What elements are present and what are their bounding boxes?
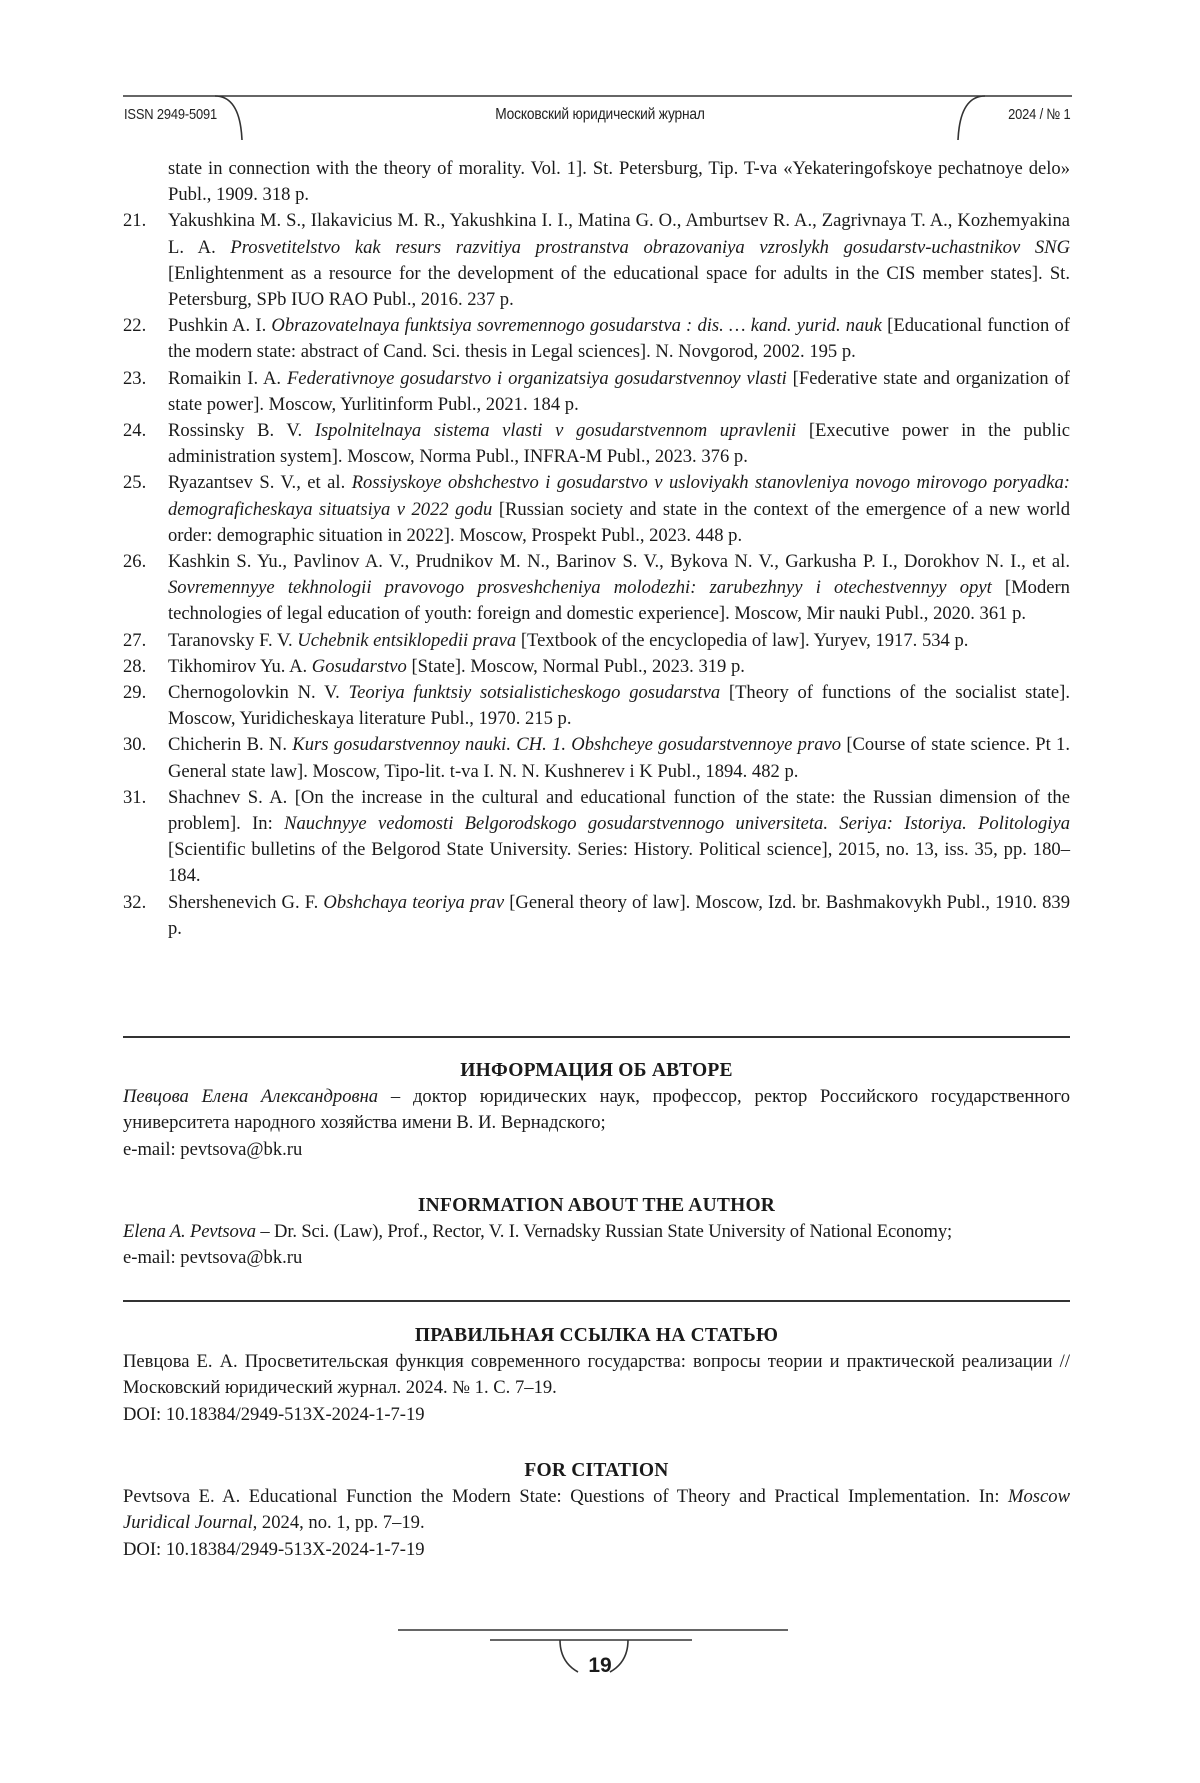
citation-en — [123, 1458, 1070, 1563]
reference-text: [Enlightenment as a resource for the development of the educational space for adults in the CIS member states]. St. Petersburg, SPb IUO RAO Publ., 2016. 237 p. — [168, 262, 1070, 311]
reference-text: [Modern technologies of legal education of youth: foreign and domestic experience]. Moscow, Mir nauki Publ., 2020. 361 p. — [168, 577, 1070, 625]
reference-number: 23. — [123, 367, 147, 389]
author-name-en: Elena A. Pevtsova — [123, 1221, 256, 1243]
reference-text: [Educational function of the modern state: abstract of Cand. Sci. thesis in Legal sciences]. N. Novgorod, 2002. 195 p. — [168, 315, 1070, 363]
reference-item — [123, 549, 1070, 628]
reference-item — [123, 628, 1070, 654]
reference-item — [123, 654, 1070, 680]
reference-number: 28. — [123, 655, 147, 677]
reference-title: Ispolnitelnaya sistema vlasti v gosudarstvennom upravlenii — [314, 420, 797, 442]
reference-item — [123, 313, 1070, 365]
reference-item — [123, 890, 1070, 942]
author-info-ru-title: ИНФОРМАЦИЯ ОБ АВТОРЕ — [460, 1060, 733, 1081]
author-info-en-text — [123, 1219, 1070, 1245]
reference-number: 25. — [123, 472, 147, 494]
reference-text: Pushkin A. I. — [168, 315, 272, 337]
reference-number: 24. — [123, 420, 147, 442]
reference-text: Shachnev S. A. [On the increase in the cultural and educational function of the state: the Russian dimension of the problem]. In: — [168, 786, 1070, 835]
reference-number: 22. — [123, 315, 147, 337]
reference-text: [Course of state science. Pt 1. General state law]. Moscow, Tipo-lit. t-va I. N. N. Kushnerev i K Publ., 1894. 482 p. — [168, 734, 1070, 782]
reference-title: Nauchnyye vedomosti Belgorodskogo gosudarstvennogo universiteta. Seriya: Istoriya. Politologiya — [284, 813, 1070, 835]
reference-item — [123, 785, 1070, 890]
reference-text: Ryazantsev S. V., et al. — [168, 472, 352, 494]
reference-number: 26. — [123, 551, 147, 573]
reference-title: Rossiyskoye obshchestvo i gosudarstvo v usloviyakh stanovleniya novogo mirovogo poryadka: demograficheskaya situatsiya v 2022 godu — [168, 472, 1071, 520]
reference-text: Romaikin I. A. — [168, 367, 287, 389]
reference-title: Obrazovatelnaya funktsiya sovremennogo gosudarstva : dis. … kand. yurid. nauk — [271, 315, 882, 337]
citation-ru — [123, 1323, 1070, 1428]
reference-title: Sovremennyye tekhnologii pravovogo prosveshcheniya molodezhi: zarubezhnyy i otechestvennyy opyt — [168, 577, 992, 599]
reference-item — [123, 208, 1070, 313]
reference-item — [123, 470, 1070, 549]
author-email-en: e-mail: pevtsova@bk.ru — [123, 1247, 303, 1269]
reference-title: Obshchaya teoriya prav — [323, 891, 505, 913]
reference-text: [Textbook of the encyclopedia of law]. Yuryev, 1917. 534 p. — [516, 629, 969, 651]
reference-number: 29. — [123, 682, 147, 704]
reference-number: 32. — [123, 891, 147, 913]
reference-text: Tikhomirov Yu. A. — [168, 655, 312, 677]
citation-en-title: FOR CITATION — [524, 1460, 669, 1481]
reference-text: [Executive power in the public administration system]. Moscow, Norma Publ., INFRA-M Publ., 2023. 376 p. — [168, 420, 1070, 468]
reference-text: Rossinsky B. V. — [168, 420, 315, 442]
page-footer — [0, 1620, 1200, 1700]
citation-en-journal: Moscow Juridical Journal — [123, 1486, 1070, 1534]
reference-text: Shershenevich G. F. — [168, 891, 324, 913]
reference-text: [General theory of law]. Moscow, Izd. br. Bashmakovykh Publ., 1910. 839 p. — [168, 891, 1071, 939]
page-number: 19 — [588, 1654, 612, 1677]
author-info-en-title: INFORMATION ABOUT THE AUTHOR — [417, 1195, 776, 1216]
issue-label: 2024 / № 1 — [1007, 106, 1070, 123]
reference-text: Taranovsky F. V. — [168, 629, 298, 651]
author-info-en — [123, 1193, 1070, 1272]
citation-en-text-before: Pevtsova E. A. Educational Function the Modern State: Questions of Theory and Practical Implementation. In: — [123, 1486, 1009, 1508]
reference-title: Teoriya funktsiy sotsialisticheskogo gosudarstva — [348, 682, 721, 704]
author-bio-en: – Dr. Sci. (Law), Prof., Rector, V. I. Vernadsky Russian State University of National Economy; — [255, 1221, 953, 1243]
citation-en-doi: DOI: 10.18384/2949-513X-2024-1-7-19 — [123, 1538, 425, 1560]
reference-text: Kashkin S. Yu., Pavlinov A. V., Prudnikov M. N., Barinov S. V., Bykova N. V., Garkusha P. I., Dorokhov N. I., et al. — [168, 551, 1070, 573]
citation-ru-doi: DOI: 10.18384/2949-513X-2024-1-7-19 — [123, 1403, 425, 1425]
reference-text: Yakushkina M. S., Ilakavicius M. R., Yakushkina I. I., Matina G. O., Amburtsev R. A., Zagrivnaya T. A., Kozhemyakina L. A. — [168, 210, 1070, 258]
reference-number: 31. — [123, 786, 147, 808]
header-frame — [0, 0, 1200, 160]
reference-item — [123, 418, 1070, 470]
reference-item — [123, 366, 1070, 418]
citation-en-text — [123, 1484, 1070, 1536]
journal-title: Московский юридический журнал — [495, 106, 705, 123]
reference-text: Chernogolovkin N. V. — [168, 682, 349, 704]
reference-text: [Federative state and organization of state power]. Moscow, Yurlitinform Publ., 2021. 184 p. — [168, 367, 1070, 415]
section-divider — [123, 1036, 1070, 1038]
author-name-ru: Певцова Елена Александровна — [123, 1086, 379, 1108]
reference-text: [Russian society and state in the context of the emergence of a new world order: demographic situation in 2022]. Moscow, Prospekt Publ., 2023. 448 p. — [168, 498, 1070, 546]
reference-item — [123, 732, 1070, 784]
reference-number: 21. — [123, 210, 147, 232]
reference-title: Prosvetitelstvo kak resurs razvitiya prostranstva obrazovaniya vzroslykh gosudarstv-uchastnikov SNG — [230, 236, 1070, 258]
running-header — [0, 0, 1200, 160]
reference-list — [123, 156, 1070, 942]
reference-title: Uchebnik entsiklopedii prava — [297, 629, 517, 651]
reference-number: 27. — [123, 629, 147, 651]
author-email-ru: e-mail: pevtsova@bk.ru — [123, 1138, 303, 1160]
reference-item — [123, 156, 1070, 208]
author-info-ru-text — [123, 1084, 1070, 1136]
section-divider — [123, 1300, 1070, 1302]
reference-number: 30. — [123, 734, 147, 756]
reference-text: [Scientific bulletins of the Belgorod State University. Series: History. Political science], 2015, no. 13, iss. 35, pp. 180–184. — [168, 839, 1070, 887]
reference-text: Chicherin B. N. — [168, 734, 293, 756]
reference-title: Federativnoye gosudarstvo i organizatsiya gosudarstvennoy vlasti — [286, 367, 787, 389]
issn-label: ISSN 2949-5091 — [124, 106, 217, 123]
reference-item — [123, 680, 1070, 732]
reference-text: [Theory of functions of the socialist state]. Moscow, Yuridicheskaya literature Publ., 1970. 215 p. — [168, 682, 1070, 730]
author-bio-ru: – доктор юридических наук, профессор, ректор Российского государственного университета народного хозяйства имени В. И. Вернадского; — [123, 1086, 1070, 1134]
reference-title: Kurs gosudarstvennoy nauki. CH. 1. Obshcheye gosudarstvennoye pravo — [292, 734, 842, 756]
citation-ru-title: ПРАВИЛЬНАЯ ССЫЛКА НА СТАТЬЮ — [414, 1325, 779, 1346]
reference-title: Gosudarstvo — [311, 655, 407, 677]
citation-en-text-after: , 2024, no. 1, pp. 7–19. — [252, 1512, 425, 1534]
author-info-ru — [123, 1058, 1070, 1163]
reference-text: [State]. Moscow, Normal Publ., 2023. 319 p. — [406, 655, 745, 677]
reference-text: state in connection with the theory of morality. Vol. 1]. St. Petersburg, Tip. T-va «Yekateringofskoye pechatnoye delo» Publ., 1909. 318 p. — [168, 158, 1070, 206]
citation-ru-text: Певцова Е. А. Просветительская функция современного государства: вопросы теории и практической реализации // Московский юридический журнал. 2024. № 1. С. 7–19. — [123, 1351, 1070, 1399]
